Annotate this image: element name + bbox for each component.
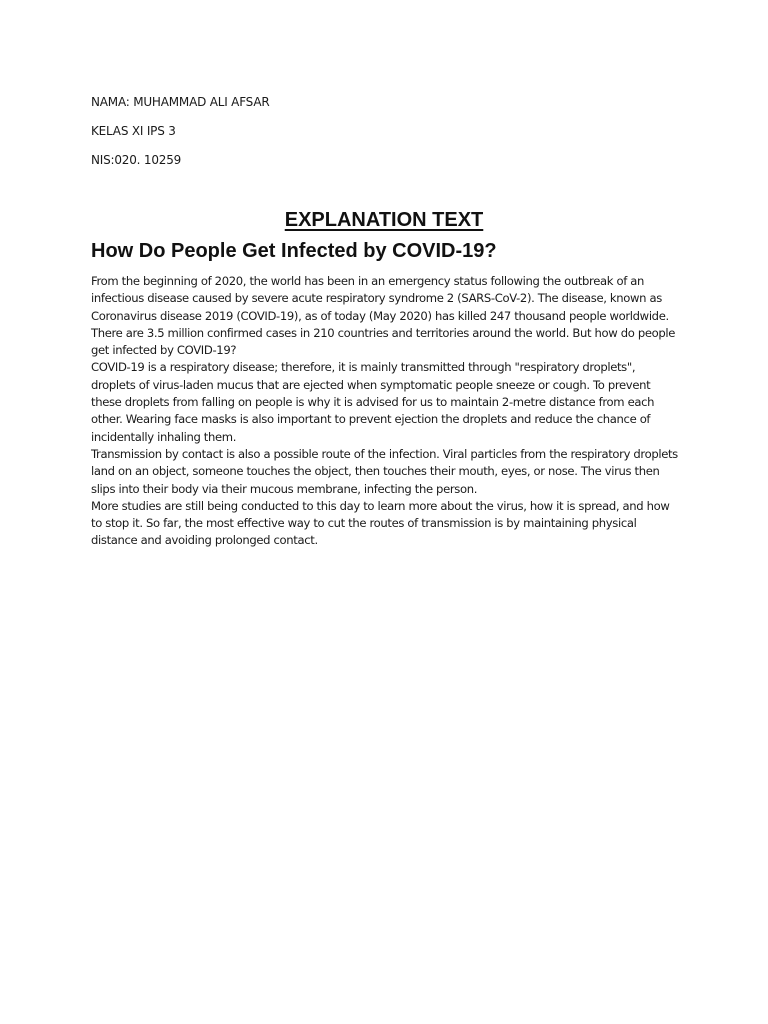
document-body	[91, 273, 681, 550]
document-subtitle: How Do People Get Infected by COVID-19?	[91, 240, 497, 262]
paragraph-intro: From the beginning of 2020, the world has been in an emergency status following the outbreak of an infectious disease caused by severe acute respiratory syndrome 2 (SARS-CoV-2). The disease, known as Coronavirus disease 2019 (COVID-19), as of today (May 2020) has killed 247 thousand people worldwide. There are 3.5 million confirmed cases in 210 countries and territories around the world. But how do people get infected by COVID-19?	[91, 274, 676, 358]
paragraph-contact-transmission: Transmission by contact is also a possible route of the infection. Viral particles from the respiratory droplets land on an object, someone touches the object, then touches their mouth, eyes, or nose. The virus then slips into their body via their mucous membrane, infecting the person.	[91, 446, 678, 496]
student-name-line: NAMA: MUHAMMAD ALI AFSAR	[91, 95, 270, 109]
student-class-line: KELAS XI IPS 3	[91, 124, 176, 138]
paragraph-conclusion: More studies are still being conducted to this day to learn more about the virus, how it is spread, and how to stop it. So far, the most effective way to cut the routes of transmission is by maintaining physical distance and avoiding prolonged contact.	[91, 498, 670, 548]
document-title: EXPLANATION TEXT	[284, 209, 484, 231]
student-nis-line: NIS:020. 10259	[91, 153, 182, 167]
paragraph-respiratory-droplets: COVID-19 is a respiratory disease; therefore, it is mainly transmitted through "respiratory droplets", droplets of virus-laden mucus that are ejected when symptomatic people sneeze or cough. To prevent these droplets from falling on people is why it is advised for us to maintain 2-metre distance from each other. Wearing face masks is also important to prevent ejection the droplets and reduce the chance of incidentally inhaling them.	[91, 360, 655, 444]
